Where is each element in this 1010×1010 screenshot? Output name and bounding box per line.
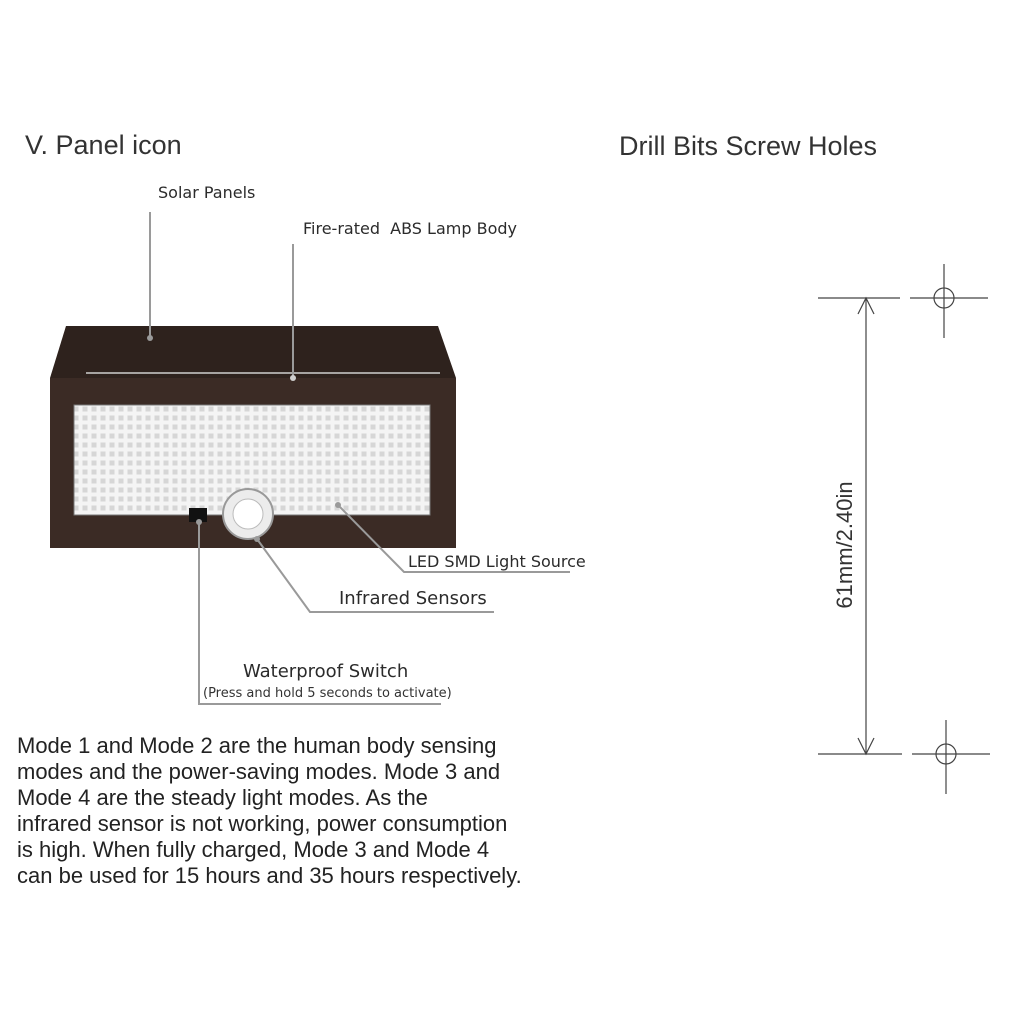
waterproof-switch-label: Waterproof Switch: [243, 661, 409, 682]
screw-hole-top: [910, 264, 988, 338]
mode-description: [17, 733, 617, 889]
leader-dot-led: [335, 502, 341, 508]
leader-dot-infrared: [254, 536, 260, 542]
led-source-label: LED SMD Light Source: [408, 552, 586, 571]
description-line: Mode 4 are the steady light modes. As the: [17, 785, 428, 810]
dimension-label: 61mm/2.40in: [832, 481, 857, 609]
lamp-illustration: [50, 326, 456, 548]
drill-bits-heading: Drill Bits Screw Holes: [619, 131, 878, 161]
switch-note: (Press and hold 5 seconds to activate): [203, 686, 452, 701]
leader-dot-switch: [196, 519, 202, 525]
description-line: is high. When fully charged, Mode 3 and Mode 4: [17, 837, 490, 862]
description-line: can be used for 15 hours and 35 hours respectively.: [17, 863, 522, 888]
panel-icon-heading: V. Panel icon: [25, 130, 182, 160]
description-line: infrared sensor is not working, power consumption: [17, 811, 508, 836]
description-line: Mode 1 and Mode 2 are the human body sensing: [17, 733, 497, 758]
leader-dot-lamp-body: [290, 375, 296, 381]
solar-panels-label: Solar Panels: [158, 183, 256, 202]
description-line: modes and the power-saving modes. Mode 3 and: [17, 759, 501, 784]
lamp-body-label: Fire-rated ABS Lamp Body: [303, 219, 517, 238]
infrared-sensor-inner: [233, 499, 263, 529]
infrared-sensors-label: Infrared Sensors: [339, 588, 487, 609]
lamp-top-solar-panel: [50, 326, 456, 378]
screw-hole-bottom: [912, 720, 990, 794]
leader-dot-solar: [147, 335, 153, 341]
